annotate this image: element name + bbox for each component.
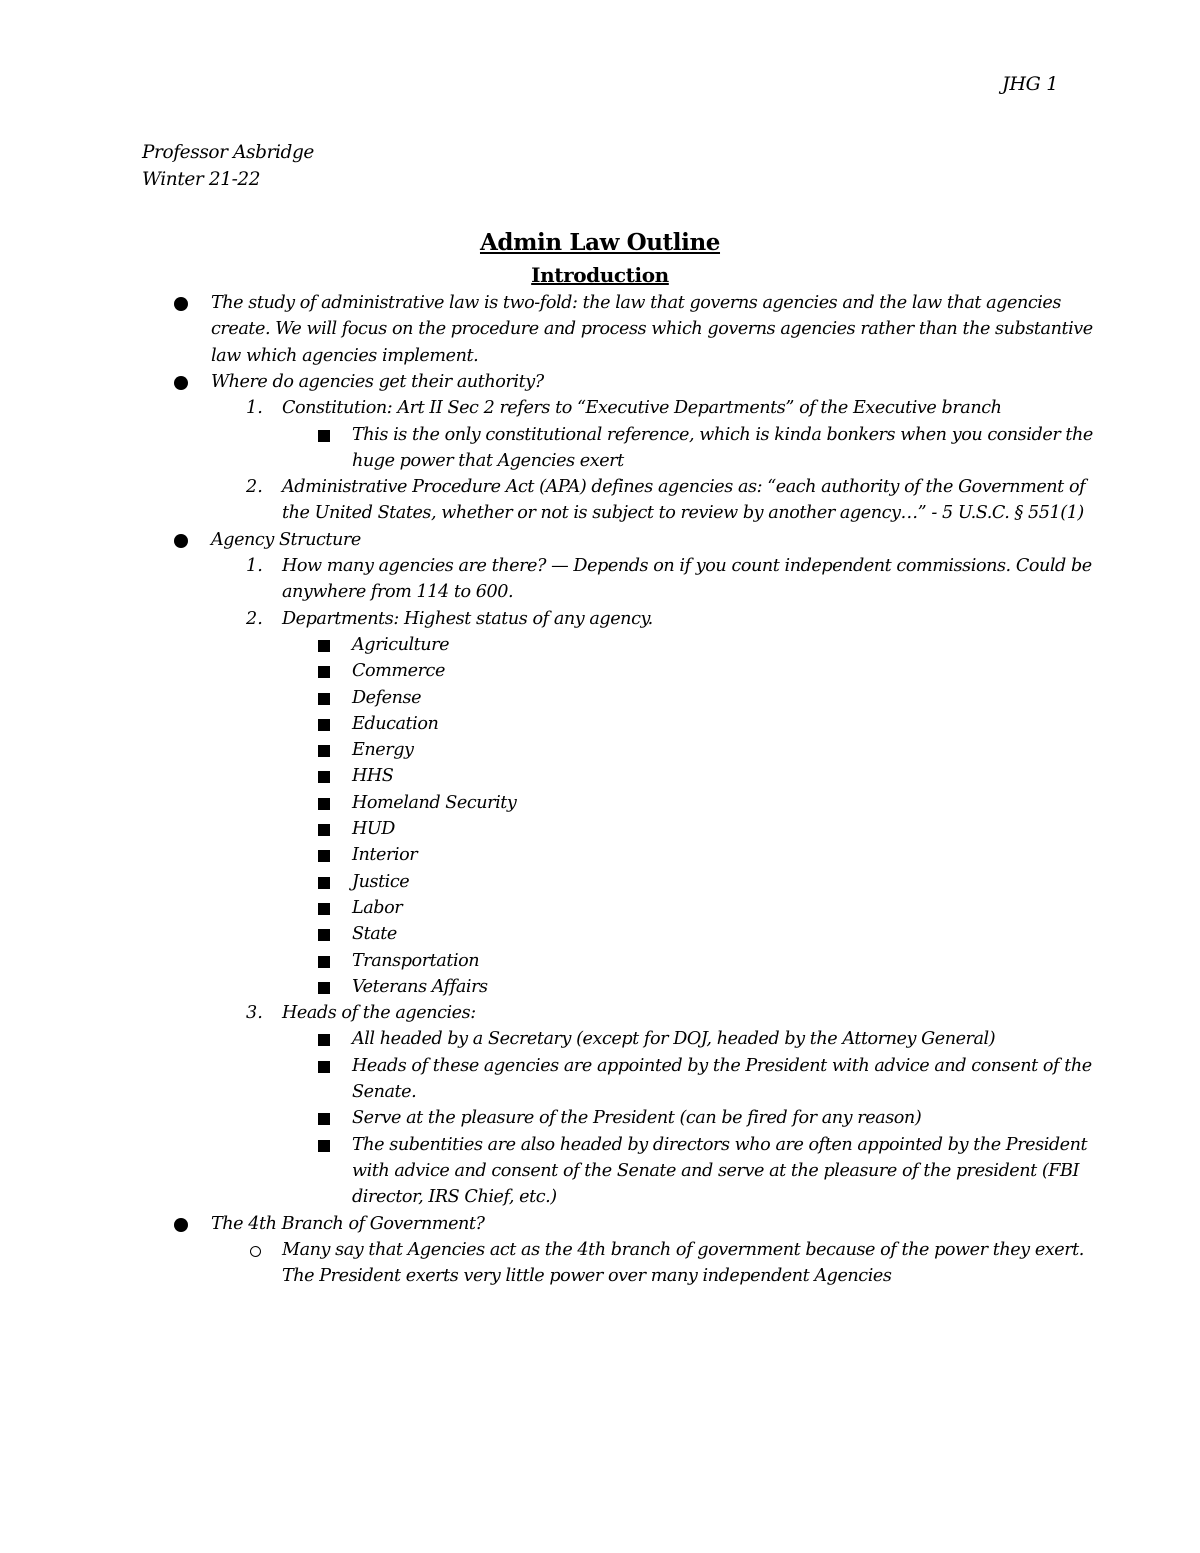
outline-line: Heads of the agencies: — [282, 1003, 476, 1024]
bullet-disc-icon — [174, 534, 188, 548]
list-number: 1. — [246, 556, 263, 576]
bullet-square-icon — [318, 929, 330, 941]
outline-line: HUD — [352, 819, 395, 839]
list-number: 2. — [246, 608, 263, 629]
outline-line: Transportation — [352, 950, 480, 971]
bullet-disc-icon — [174, 1218, 188, 1232]
outline-line: HHS — [352, 766, 394, 787]
bullet-square-icon — [318, 877, 330, 889]
document-title: Admin Law Outline — [479, 229, 721, 256]
outline-line: The study of administrative law is two-fold: the law that governs agencies and the law that agencies — [211, 293, 1061, 313]
outline-line: This is the only constitutional reference, which is kinda bonkers when you consider the — [352, 424, 1093, 445]
bullet-square-icon — [318, 430, 330, 442]
outline-line: Agency Structure — [211, 529, 361, 550]
outline-line: with advice and consent of the Senate and serve at the pleasure of the president (FBI — [352, 1160, 1080, 1181]
outline-line: Interior — [352, 845, 418, 866]
list-number: 1. — [246, 398, 263, 419]
outline-line: Administrative Procedure Act (APA) defines agencies as: “each authority of the Government of — [282, 477, 1086, 498]
professor-name: Professor Asbridge — [142, 142, 314, 163]
outline-line: Serve at the pleasure of the President (can be fired for any reason) — [352, 1108, 922, 1129]
outline-line: Constitution: Art II Sec 2 refers to “Executive Departments” of the Executive branch — [282, 398, 1002, 419]
outline-line: Energy — [352, 740, 414, 761]
term: Winter 21-22 — [142, 169, 261, 190]
outline-line: director, IRS Chief, etc.) — [352, 1187, 557, 1208]
bullet-square-icon — [318, 798, 330, 810]
bullet-square-icon — [318, 666, 330, 678]
bullet-disc-icon — [174, 376, 188, 390]
outline-line: create. We will focus on the procedure and process which governs agencies rather than the substantive — [211, 319, 1093, 340]
bullet-square-icon — [318, 745, 330, 757]
outline-line: State — [352, 924, 397, 945]
bullet-square-icon — [318, 982, 330, 994]
outline-line: Many say that Agencies act as the 4th branch of government because of the power they exert. — [282, 1239, 1084, 1260]
page-header-label: JHG 1 — [1002, 73, 1058, 95]
list-number: 2. — [246, 477, 263, 498]
outline-line: Senate. — [352, 1082, 417, 1102]
outline-line: the United States, whether or not is subject to review by another agency…” - 5 U.S.C. § 551(1) — [282, 503, 1084, 524]
outline-line: Justice — [352, 871, 410, 892]
outline-line: Homeland Security — [352, 792, 517, 813]
bullet-square-icon — [318, 693, 330, 705]
outline-line: huge power that Agencies exert — [352, 450, 624, 471]
bullet-square-icon — [318, 1140, 330, 1152]
bullet-square-icon — [318, 956, 330, 968]
bullet-circle-icon — [250, 1246, 261, 1257]
outline-line: Agriculture — [352, 634, 450, 655]
bullet-square-icon — [318, 850, 330, 862]
bullet-disc-icon — [174, 297, 188, 311]
outline-line: law which agencies implement. — [211, 345, 479, 366]
outline-line: Commerce — [352, 661, 445, 682]
outline-line: All headed by a Secretary (except for DOJ, headed by the Attorney General) — [352, 1029, 996, 1050]
outline-line: Education — [352, 713, 439, 734]
bullet-square-icon — [318, 640, 330, 652]
outline-line: anywhere from 114 to 600. — [282, 582, 514, 603]
bullet-square-icon — [318, 824, 330, 836]
outline-line: Labor — [352, 897, 403, 918]
outline-line: Where do agencies get their authority? — [211, 371, 544, 392]
outline-line: Departments: Highest status of any agency. — [282, 608, 653, 629]
bullet-square-icon — [318, 1061, 330, 1073]
outline-line: Defense — [352, 687, 422, 708]
outline-line: The 4th Branch of Government? — [211, 1213, 485, 1234]
outline-line: Heads of these agencies are appointed by the President with advice and consent of the — [352, 1055, 1092, 1076]
outline-line: How many agencies are there? — Depends on if you count independent commissions. Could be — [282, 556, 1092, 576]
bullet-square-icon — [318, 903, 330, 915]
outline-line: Veterans Affairs — [352, 976, 488, 997]
bullet-square-icon — [318, 771, 330, 783]
list-number: 3. — [246, 1003, 263, 1024]
section-title: Introduction — [531, 263, 669, 287]
outline-line: The President exerts very little power over many independent Agencies — [282, 1266, 892, 1287]
bullet-square-icon — [318, 1113, 330, 1125]
outline-line: The subentities are also headed by directors who are often appointed by the President — [352, 1134, 1088, 1155]
bullet-square-icon — [318, 1034, 330, 1046]
bullet-square-icon — [318, 719, 330, 731]
